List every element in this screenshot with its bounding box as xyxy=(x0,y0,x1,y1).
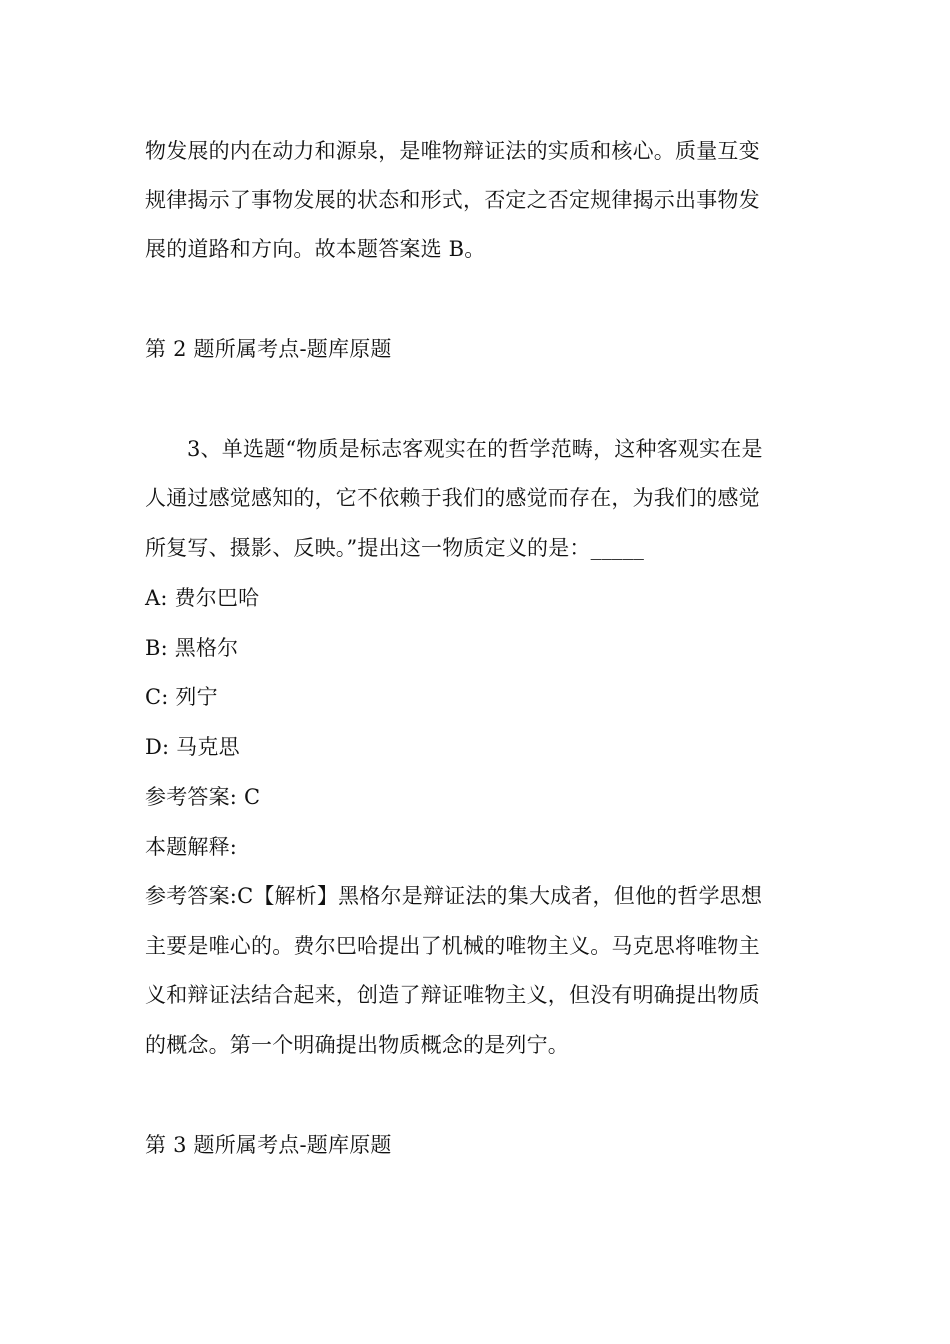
q3-stem-line-1: 3、单选题“物质是标志客观实在的哲学范畴，这种客观实在是 xyxy=(187,437,763,461)
q3-explanation-label: 本题解释: xyxy=(145,835,238,859)
q3-option-b: B: 黑格尔 xyxy=(145,636,239,660)
q3-explanation-line-2: 主要是唯心的。费尔巴哈提出了机械的唯物主义。马克思将唯物主 xyxy=(145,934,760,958)
q3-option-d: D: 马克思 xyxy=(145,735,240,759)
q2-explanation-line-3: 展的道路和方向。故本题答案选 B。 xyxy=(145,237,486,261)
q3-explanation-line-1: 参考答案:C【解析】黑格尔是辩证法的集大成者，但他的哲学思想 xyxy=(145,884,763,908)
q3-stem-line-2: 人通过感觉感知的，它不依赖于我们的感觉而存在，为我们的感觉 xyxy=(145,486,760,510)
q3-stem-line-3: 所复写、摄影、反映。”提出这一物质定义的是：_____ xyxy=(145,536,645,560)
q2-explanation-line-2: 规律揭示了事物发展的状态和形式，否定之否定规律揭示出事物发 xyxy=(145,188,760,212)
q3-explanation-line-4: 的概念。第一个明确提出物质概念的是列宁。 xyxy=(145,1033,569,1057)
q2-explanation-line-1: 物发展的内在动力和源泉，是唯物辩证法的实质和核心。质量互变 xyxy=(145,139,760,163)
q2-source-label: 第 2 题所属考点-题库原题 xyxy=(145,337,392,361)
q3-option-c: C: 列宁 xyxy=(145,685,218,709)
q3-answer: 参考答案: C xyxy=(145,785,261,809)
q3-explanation-line-3: 义和辩证法结合起来，创造了辩证唯物主义，但没有明确提出物质 xyxy=(145,983,760,1007)
q3-source-label: 第 3 题所属考点-题库原题 xyxy=(145,1133,392,1157)
q3-option-a: A: 费尔巴哈 xyxy=(145,586,260,610)
